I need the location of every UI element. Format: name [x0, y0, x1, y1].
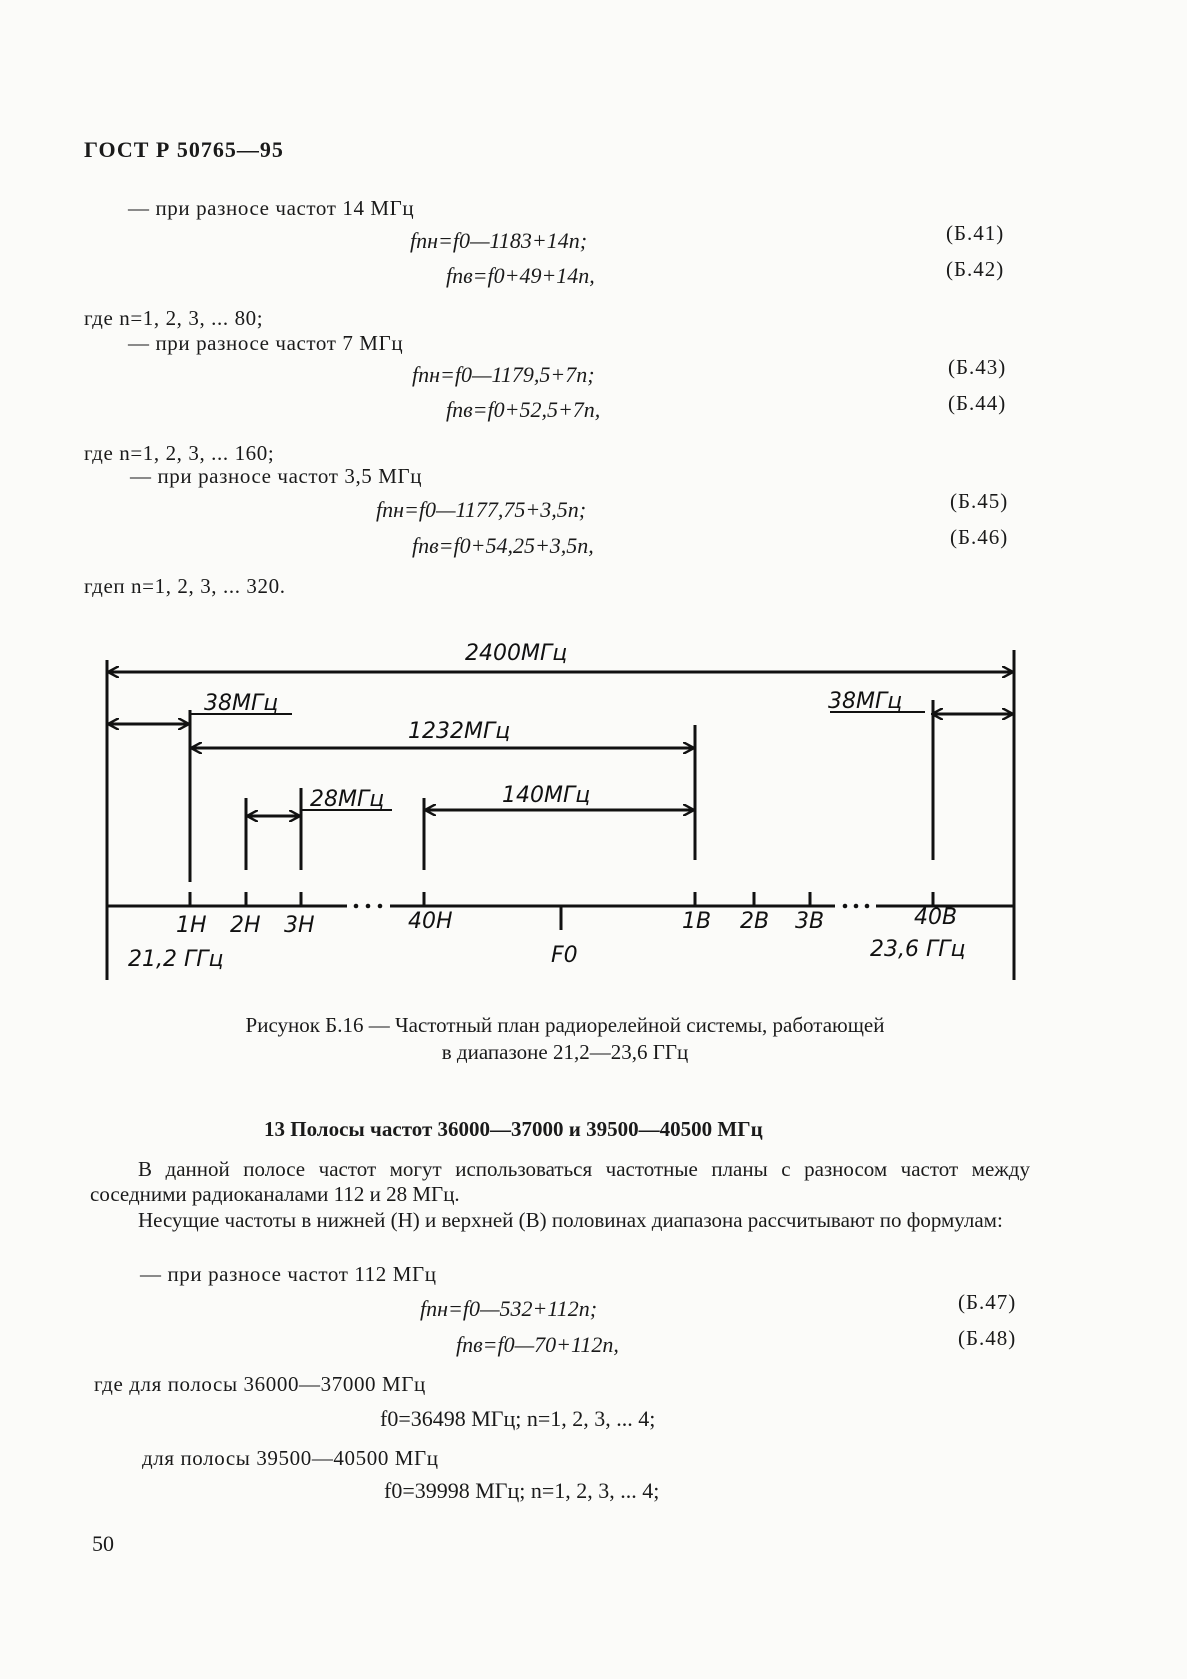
formula-number-b41: (Б.41) [946, 221, 1005, 245]
figure-caption-line1: Рисунок Б.16 — Частотный план радиорелейной системы, работающей [245, 1013, 885, 1037]
gap-140-label: 140МГц [502, 783, 591, 808]
page-number: 50 [92, 1531, 114, 1556]
guard-right-label: 38МГц [828, 689, 903, 714]
where-n-320: гдеп n=1, 2, 3, ... 320. [84, 574, 286, 598]
figure-caption-line2: в диапазоне 21,2—23,6 ГГц [441, 1040, 689, 1064]
frequency-plan-diagram [0, 630, 1187, 990]
formula-number-b46: (Б.46) [950, 525, 1009, 549]
formula-b48: fпв=f0—70+112n, [456, 1332, 619, 1357]
intro-112mhz: — при разносе частот 112 МГц [140, 1262, 437, 1286]
span-1232-label: 1232МГц [408, 719, 511, 744]
label-2b: 2В [740, 909, 770, 934]
formula-b44: fпв=f0+52,5+7n, [446, 397, 601, 422]
formula-number-b42: (Б.42) [946, 257, 1005, 281]
where-n-160: где n=1, 2, 3, ... 160; [84, 441, 275, 465]
formula-b41: fпн=f0—1183+14n; [410, 228, 588, 253]
paragraph-2: Несущие частоты в нижней (Н) и верхней (В) половинах диапазона рассчитывают по формулам: [138, 1208, 1003, 1232]
section-title: 13 Полосы частот 36000—37000 и 39500—40500 МГц [264, 1117, 763, 1141]
formula-number-b47: (Б.47) [958, 1290, 1017, 1314]
label-3b: 3В [795, 909, 825, 934]
center-frequency-label: F0 [551, 943, 578, 968]
document-header: ГОСТ Р 50765—95 [84, 137, 284, 162]
freq-high-label: 23,6 ГГц [870, 937, 966, 962]
label-40b: 40В [914, 905, 958, 930]
intro-35mhz: — при разносе частот 3,5 МГц [130, 464, 423, 488]
paragraph-1: В данной полосе частот могут использоваться частотные планы с разносом частот между соседними радиоканалами 112 и 28 МГц. [90, 1157, 1030, 1206]
formula-number-b43: (Б.43) [948, 355, 1007, 379]
spacing-28-label: 28МГц [310, 787, 385, 812]
label-1b: 1В [682, 909, 712, 934]
formula-b45: fпн=f0—1177,75+3,5n; [376, 497, 587, 522]
figure-caption [150, 1012, 980, 1066]
formula-b46: fпв=f0+54,25+3,5n, [412, 533, 594, 558]
label-40h: 40Н [408, 909, 453, 934]
label-2h: 2Н [230, 913, 261, 938]
formula-number-b44: (Б.44) [948, 391, 1007, 415]
formula-number-b48: (Б.48) [958, 1326, 1017, 1350]
label-1h: 1Н [176, 913, 207, 938]
freq-low-label: 21,2 ГГц [128, 947, 224, 972]
guard-left-label: 38МГц [204, 691, 279, 716]
band2-label: для полосы 39500—40500 МГц [142, 1446, 439, 1470]
formula-number-b45: (Б.45) [950, 489, 1009, 513]
band2-value: f0=39998 МГц; n=1, 2, 3, ... 4; [384, 1478, 660, 1503]
formula-b47: fпн=f0—532+112n; [420, 1296, 598, 1321]
band1-label: где для полосы 36000—37000 МГц [94, 1372, 426, 1396]
label-3h: 3Н [284, 913, 315, 938]
formula-b43: fпн=f0—1179,5+7n; [412, 362, 595, 387]
band1-value: f0=36498 МГц; n=1, 2, 3, ... 4; [380, 1406, 656, 1431]
intro-7mhz: — при разносе частот 7 МГц [128, 331, 404, 355]
span-2400-label: 2400МГц [465, 641, 568, 666]
formula-b42: fпв=f0+49+14n, [446, 263, 595, 288]
where-n-80: где n=1, 2, 3, ... 80; [84, 306, 264, 330]
intro-14mhz: — при разносе частот 14 МГц [128, 196, 415, 220]
